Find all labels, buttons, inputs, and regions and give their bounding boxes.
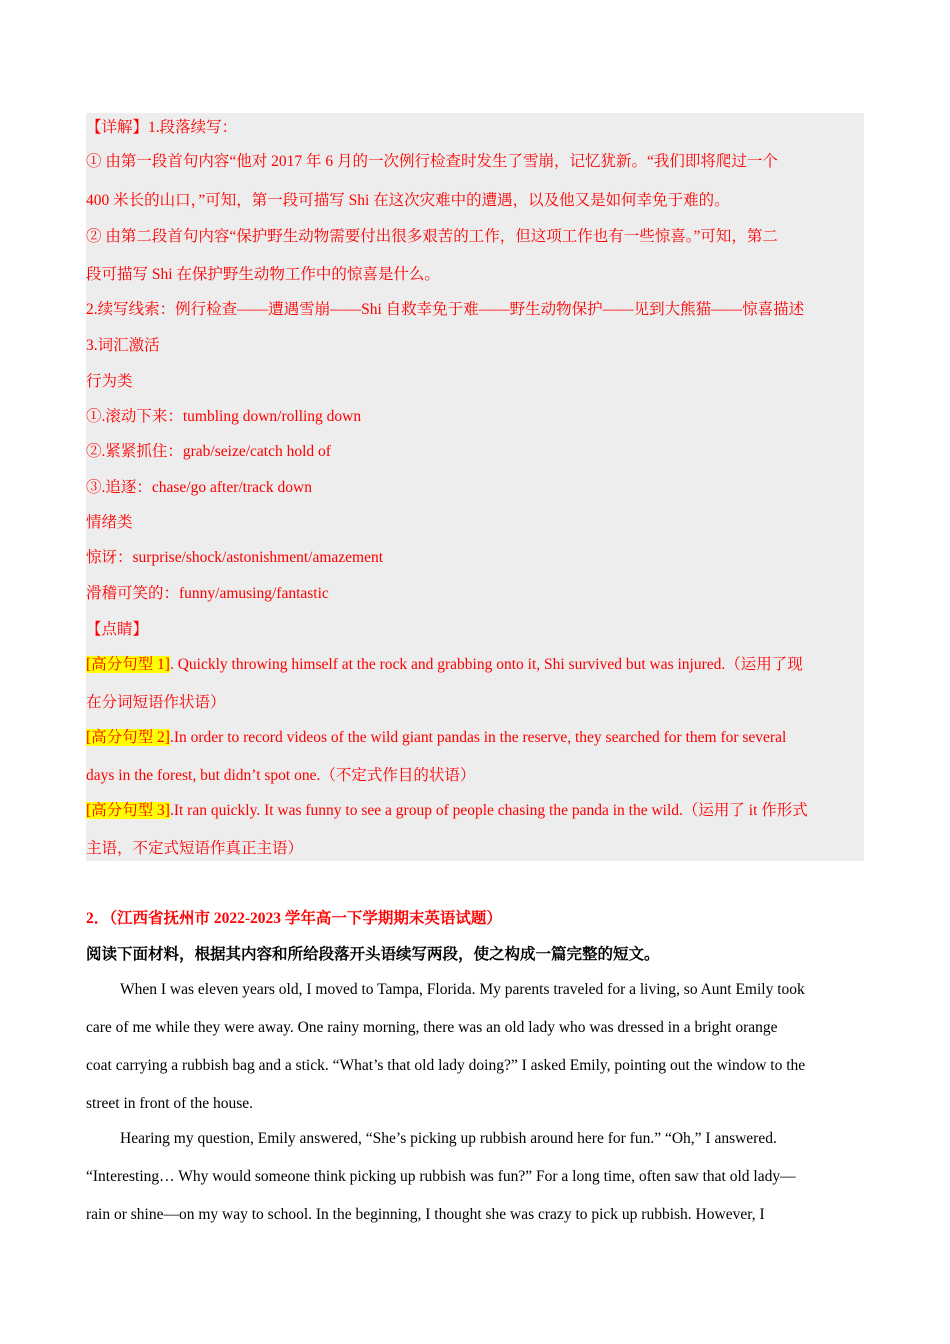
sentence-text: .In order to record videos of the wild giant pandas in the reserve, they searched for them for several [169,729,787,746]
passage-line: Hearing my question, Emily answered, “She’s picking up rubbish around here for fun.” “Oh,” I answered. [120,1130,777,1147]
sentence-text: .It ran quickly. It was funny to see a group of people chasing the panda in the wild.（运用了 it 作形式 [169,802,808,819]
continuation-clues: 2.续写线索：例行检查——遭遇雪崩——Shi 自救幸免于难——野生动物保护——见到大熊猫——惊喜描述 [86,301,805,318]
action-item: ②.紧紧抓住：grab/seize/catch hold of [86,443,331,460]
explanation-para1-line2: 400 米长的山口，”可知，第一段可描写 Shi 在这次灾难中的遭遇，以及他又是如何幸免于难的。 [86,192,730,209]
sentence-text: . Quickly throwing himself at the rock and grabbing onto it, Shi survived but was injured.（运用了现 [169,656,803,673]
action-category-heading: 行为类 [86,373,133,390]
passage-line: coat carrying a rubbish bag and a stick. “What’s that old lady doing?” I asked Emily, pointing out the window to the [86,1057,806,1074]
highlight-sentence-1-cont: 在分词短语作状语） [86,694,226,711]
highlight-sentence-3 [86,801,808,821]
question-title: 2．（江西省抚州市 2022-2023 学年高一下学期期末英语试题） [86,910,502,927]
passage-line: When I was eleven years old, I moved to Tampa, Florida. My parents traveled for a living, so Aunt Emily took [120,981,805,998]
sentence-tag: [高分句型 2] [86,729,170,746]
explanation-para1-line1: ① 由第一段首句内容“他对 2017 年 6 月的一次例行检查时发生了雪崩，记忆犹新。“我们即将爬过一个 [86,153,778,170]
question-instruction: 阅读下面材料，根据其内容和所给段落开头语续写两段，使之构成一篇完整的短文。 [86,946,660,963]
emotion-item: 滑稽可笑的：funny/amusing/fantastic [86,585,329,602]
explanation-para2-line1: ② 由第二段首句内容“保护野生动物需要付出很多艰苦的工作，但这项工作也有一些惊喜。”可知，第二 [86,228,778,245]
explanation-para2-line2: 段可描写 Shi 在保护野生动物工作中的惊喜是什么。 [86,266,440,283]
emotion-category-heading: 情绪类 [86,514,133,531]
sentence-tag: [高分句型 1] [86,656,170,673]
action-item: ①.滚动下来：tumbling down/rolling down [86,408,362,425]
highlight-sentence-2-cont: days in the forest, but didn’t spot one.（不定式作目的状语） [86,767,476,784]
vocab-heading: 3.词汇激活 [86,337,160,354]
passage-line: rain or shine—on my way to school. In the beginning, I thought she was crazy to pick up rubbish. However, I [86,1206,765,1223]
highlight-sentence-1 [86,655,803,675]
emotion-item: 惊讶：surprise/shock/astonishment/amazement [86,549,384,566]
action-item: ③.追逐：chase/go after/track down [86,479,312,496]
explanation-heading: 【详解】1.段落续写： [86,119,238,136]
highlights-heading: 【点睛】 [86,621,149,638]
highlight-sentence-3-cont: 主语，不定式短语作真正主语） [86,840,304,857]
passage-line: “Interesting… Why would someone think picking up rubbish was fun?” For a long time, often saw that old lady— [86,1168,796,1185]
passage-line: care of me while they were away. One rainy morning, there was an old lady who was dressed in a bright orange [86,1019,778,1036]
sentence-tag: [高分句型 3] [86,802,170,819]
highlight-sentence-2 [86,728,786,748]
passage-line: street in front of the house. [86,1095,254,1112]
